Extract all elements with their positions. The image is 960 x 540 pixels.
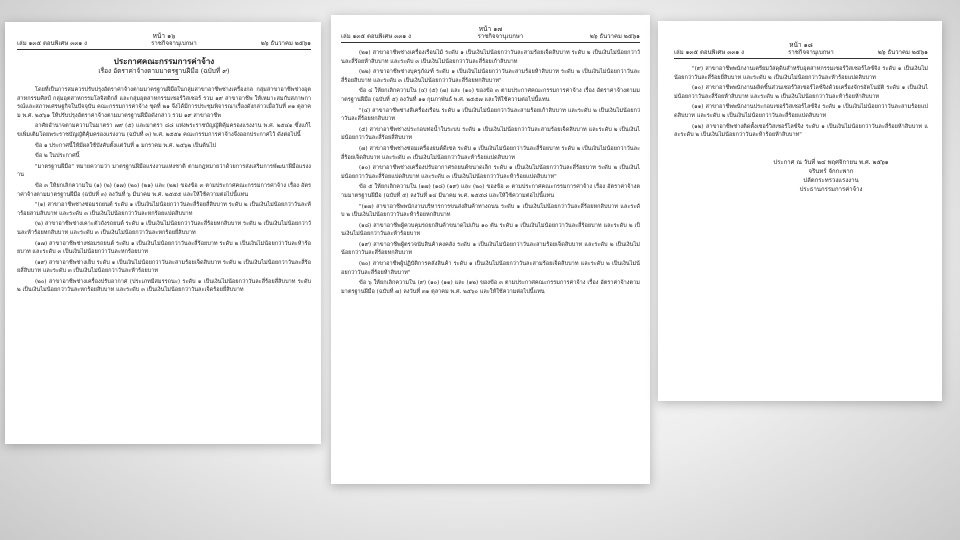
paragraph: (๑๑) สาขาอาชีพพนักงานประกอบเซอร์วิสเซอร์ไลซ์จิง ระดับ ๑ เป็นเงินไม่น้อยกว่าวันละสามร้อยแปดสิบบาท และระดับ ๒ เป็นเงินไม่น้อยกว่าวันละสี่ร้อยแปดสิบบาท	[674, 104, 928, 119]
page-number: หน้า ๑๖	[152, 32, 176, 40]
paragraph: ข้อ ๒ ในประกาศนี้	[35, 153, 80, 160]
paragraph: (๑๙) สาขาอาชีพผู้ตรวจนับสินค้าคงคลัง ระดับ ๑ เป็นเงินไม่น้อยกว่าวันละสามร้อยเจ็ดสิบบาท และระดับ ๒ เป็นเงินไม่น้อยกว่าวันละสี่ร้อยหกสิบบาท	[341, 241, 640, 257]
gazette-page-17	[331, 15, 650, 484]
paragraph: (๒๐) สาขาอาชีพผู้ปฏิบัติการคลังสินค้า ระดับ ๑ เป็นเงินไม่น้อยกว่าวันละสามร้อยเจ็ดสิบบาท และระดับ ๒ เป็นเงินไม่น้อยกว่าวันละสี่ร้อยห้าสิบบาท"	[341, 261, 640, 276]
paragraph: (๑๙) สาขาอาชีพช่างเย็บ ระดับ ๑ เป็นเงินไม่น้อยกว่าวันละสามร้อยเจ็ดสิบบาท ระดับ ๒ เป็นเงินไม่น้อยกว่าวันละสี่ร้อยสี่สิบบาท และระดับ ๓ เป็นเงินไม่น้อยกว่าวันละห้าร้อยบาท	[17, 259, 311, 275]
volume-label: เล่ม ๑๓๕ ตอนพิเศษ ๓๓๑ ง	[674, 49, 745, 56]
paragraph: อาศัยอำนาจตามความในมาตรา ๗๙ (๕) และมาตรา ๘๘ แห่งพระราชบัญญัติคุ้มครองแรงงาน พ.ศ. ๒๕๔๑ ซึ่งแก้ไขเพิ่มเติมโดยพระราชบัญญัติคุ้มครองแรงงาน (ฉบับที่ ๓) พ.ศ. ๒๕๕๑ คณะกรรมการค่าจ้างจึงออกประกาศไว้ ดังต่อไปนี้	[17, 123, 311, 138]
page-number: หน้า ๑๘	[789, 41, 813, 49]
paragraph: "(๔) สาขาอาชีพช่างสีเครื่องเรือน ระดับ ๑ เป็นเงินไม่น้อยกว่าวันละสามร้อยเก้าสิบบาท และระดับ ๒ เป็นเงินไม่น้อยกว่าวันละสี่ร้อยหกสิบบาท	[341, 107, 640, 123]
paragraph: (๒๒) สาขาอาชีพช่างบุครุภัณฑ์ ระดับ ๑ เป็นเงินไม่น้อยกว่าวันละสามร้อยห้าสิบบาท ระดับ ๒ เป็นเงินไม่น้อยกว่าวันละสี่ร้อยสิบบาท และระดับ ๓ เป็นเงินไม่น้อยกว่าวันละสี่ร้อยหกสิบบาท"	[341, 69, 640, 84]
page-header	[341, 33, 640, 43]
paragraph: ข้อ ๕ ให้ยกเลิกความใน (๑๗) (๑๘) (๑๙) และ (๒๐) ของข้อ ๓ ตามประกาศคณะกรรมการค่าจ้าง เรื่อง อัตราค่าจ้างตามมาตรฐานฝีมือ (ฉบับที่ ๕) ลงวันที่ ๑๔ มีนาคม พ.ศ. ๒๕๕๘ และให้ใช้ความต่อไปนี้แทน	[341, 184, 640, 199]
title-divider	[149, 79, 179, 80]
gazette-label: ราชกิจจานุเบกษา	[788, 49, 834, 56]
gazette-label: ราชกิจจานุเบกษา	[151, 40, 197, 47]
paragraph: (๑๐) สาขาอาชีพช่างเครื่องปรับอากาศรถยนต์ขนาดเล็ก ระดับ ๑ เป็นเงินไม่น้อยกว่าวันละสี่ร้อยบาท ระดับ ๒ เป็นเงินไม่น้อยกว่าวันละสี่ร้อยแปดสิบบาท และระดับ ๓ เป็นเงินไม่น้อยกว่าวันละห้าร้อยแปดสิบบาท"	[341, 165, 640, 180]
paragraph: "มาตรฐานฝีมือ" หมายความว่า มาตรฐานฝีมือแรงงานแห่งชาติ ตามกฎหมายว่าด้วยการส่งเสริมการพัฒนาฝีมือแรงงาน	[17, 163, 311, 179]
paragraph: "(๙) สาขาอาชีพพนักงานเตรียมวัสดุดิบสำหรับอุตสาหกรรมเซอร์วิสเซอร์ไลซ์จิง ระดับ ๑ เป็นเงินไม่น้อยกว่าวันละสี่ร้อยยี่สิบบาท และระดับ ๒ เป็นเงินไม่น้อยกว่าวันละห้าร้อยแปดสิบบาท	[674, 66, 928, 81]
volume-label: เล่ม ๑๓๕ ตอนพิเศษ ๓๓๑ ง	[17, 40, 88, 47]
date-label: ๒๖ ธันวาคม ๒๕๖๑	[877, 49, 928, 56]
paragraph: "(๑๗) สาขาอาชีพพนักงานบริหารการขนส่งสินค้าทางถนน ระดับ ๑ เป็นเงินไม่น้อยกว่าวันละสี่ร้อยหกสิบบาท และระดับ ๒ เป็นเงินไม่น้อยกว่าวันละห้าร้อยหกสิบบาท	[341, 203, 640, 219]
paragraph: ข้อ ๖ ให้ยกเลิกความใน (๙) (๑๐) (๑๑) และ (๑๒) ของข้อ ๓ ตามประกาศคณะกรรมการค่าจ้าง เรื่อง อัตราค่าจ้างตามมาตรฐานฝีมือ (ฉบับที่ ๗) ลงวันที่ ๓๑ ตุลาคม พ.ศ. ๒๕๖๐ และให้ใช้ความต่อไปนี้แทน	[341, 280, 640, 295]
gazette-label: ราชกิจจานุเบกษา	[477, 33, 524, 40]
page-header	[17, 40, 311, 50]
announcement-subtitle: เรื่อง อัตราค่าจ้างตามมาตรฐานฝีมือ (ฉบับที่ ๙)	[98, 67, 230, 75]
paragraph: ข้อ ๓ ให้ยกเลิกความใน (๑) (๒) (๑๗) (๒๐) (๒๑) และ (๒๒) ของข้อ ๓ ตามประกาศคณะกรรมการค่าจ้าง เรื่อง อัตราค่าจ้างตามมาตรฐานฝีมือ (ฉบับที่ ๓) ลงวันที่ ๖ มีนาคม พ.ศ. ๒๕๕๕ และให้ใช้ความต่อไปนี้แทน	[17, 182, 311, 198]
signature-date: ประกาศ ณ วันที่ ๒๔ พฤศจิกายน พ.ศ. ๒๕๖๑	[773, 158, 889, 166]
page-header	[674, 49, 928, 59]
page-number: หน้า ๑๗	[478, 25, 503, 33]
paragraph: (๗) สาขาอาชีพช่างซ่อมเครื่องยนต์ดีเซล ระดับ ๑ เป็นเงินไม่น้อยกว่าวันละสี่ร้อยบาท ระดับ ๒ เป็นเงินไม่น้อยกว่าวันละสี่ร้อยเจ็ดสิบบาท และระดับ ๓ เป็นเงินไม่น้อยกว่าวันละห้าร้อยแปดสิบบาท	[341, 145, 640, 161]
paragraph: ข้อ ๔ ให้ยกเลิกความใน (๔) (๕) (๗) และ (๑๐) ของข้อ ๓ ตามประกาศคณะกรรมการค่าจ้าง เรื่อง อัตราค่าจ้างตามมาตรฐานฝีมือ (ฉบับที่ ๕) ลงวันที่ ๑๑ กุมภาพันธ์ พ.ศ. ๒๕๕๗ และให้ใช้ความต่อไปนี้แทน	[341, 88, 640, 103]
date-label: ๒๖ ธันวาคม ๒๕๖๑	[589, 33, 640, 40]
paragraph: ข้อ ๑ ประกาศนี้ให้มีผลใช้บังคับตั้งแต่วันที่ ๑ มกราคม พ.ศ. ๒๕๖๒ เป็นต้นไป	[35, 142, 217, 149]
gazette-page-18	[658, 21, 942, 401]
announcement-title: ประกาศคณะกรรมการค่าจ้าง	[113, 56, 215, 66]
date-label: ๒๖ ธันวาคม ๒๕๖๑	[260, 40, 311, 47]
paragraph: (๑๐) สาขาอาชีพพนักงานผลิตชิ้นส่วนเซอร์วิสเซอร์ไลซ์จิงด้วยเครื่องจักรอัตโนมัติ ระดับ ๑ เป็นเงินไม่น้อยกว่าวันละสี่ร้อยห้าสิบบาท และระดับ ๒ เป็นเงินไม่น้อยกว่าวันละห้าร้อยห้าสิบบาท	[674, 85, 928, 100]
paragraph: (๒) สาขาอาชีพช่างเคาะตัวถังรถยนต์ ระดับ ๑ เป็นเงินไม่น้อยกว่าวันละสี่ร้อยหกสิบบาท ระดับ ๒ เป็นเงินไม่น้อยกว่าวันละห้าร้อยหกสิบบาท และระดับ ๓ เป็นเงินไม่น้อยกว่าวันละหกร้อยยี่สิบบาท	[17, 221, 311, 236]
spacer	[674, 142, 928, 158]
signatory-role: ประธานกรรมการค่าจ้าง	[799, 185, 863, 193]
paragraph: (๑๘) สาขาอาชีพผู้ควบคุมรถยกสินค้าขนาดไม่เกิน ๑๐ ตัน ระดับ ๑ เป็นเงินไม่น้อยกว่าวันละสี่ร้อยบาท และระดับ ๒ เป็นเงินไม่น้อยกว่าวันละห้าร้อยบาท	[341, 222, 640, 238]
paragraph: (๑๒) สาขาอาชีพช่างติดตั้งเซอร์วิสเซอร์ไลซ์จิง ระดับ ๑ เป็นเงินไม่น้อยกว่าวันละสี่ร้อยห้าสิบบาท และระดับ ๒ เป็นเงินไม่น้อยกว่าวันละห้าร้อยห้าสิบบาท"	[674, 123, 928, 139]
paragraph: (๒๐) สาขาอาชีพช่างเครื่องปรับอากาศ (ประเภทมีสมรรถนะ) ระดับ ๑ เป็นเงินไม่น้อยกว่าวันละสี่ร้อยสี่สิบบาท ระดับ ๒ เป็นเงินไม่น้อยกว่าวันละหกร้อยสิบบาท และระดับ ๓ เป็นเงินไม่น้อยกว่าวันละเจ็ดร้อยยี่สิบบาท	[17, 278, 311, 294]
paragraph: "(๑) สาขาอาชีพช่างซ่อมรถยนต์ ระดับ ๑ เป็นเงินไม่น้อยกว่าวันละสี่ร้อยสี่สิบบาท ระดับ ๒ เป็นเงินไม่น้อยกว่าวันละห้าร้อยสามสิบบาท และระดับ ๓ เป็นเงินไม่น้อยกว่าวันละหกร้อยแปดสิบบาท	[17, 202, 311, 217]
paragraph: (๒๑) สาขาอาชีพช่างเครื่องเรือนไม้ ระดับ ๑ เป็นเงินไม่น้อยกว่าวันละสามร้อยเจ็ดสิบบาท ระดับ ๒ เป็นเงินไม่น้อยกว่าวันละสี่ร้อยห้าสิบบาท และระดับ ๓ เป็นเงินไม่น้อยกว่าวันละสี่ร้อยเก้าสิบบาท	[341, 50, 640, 65]
volume-label: เล่ม ๑๓๕ ตอนพิเศษ ๓๓๑ ง	[341, 33, 412, 40]
paragraph: โดยที่เป็นการสมควรปรับปรุงอัตราค่าจ้างตามมาตรฐานฝีมือในกลุ่มสาขาอาชีพช่างเครื่องกล กลุ่มสาขาอาชีพช่างอุตสาหกรรมศิลป์ กลุ่มอุตสาหกรรมโลจิสติกส์ และกลุ่มอุตสาหกรรมเซอร์วิสเซอร์ รวม ๑๙ สาขาอาชีพ ให้เหมาะสมกับสภาพการณ์และสภาพเศรษฐกิจในปัจจุบัน คณะกรรมการค่าจ้าง ชุดที่ ๒๑ จึงได้มีการประชุมพิจารณาเรื่องดังกล่าวเมื่อวันที่ ๓๑ ตุลาคม พ.ศ. ๒๕๖๑ ให้ปรับปรุงอัตราค่าจ้างตามมาตรฐานฝีมือดังกล่าว รวม ๑๙ สาขาอาชีพ	[17, 87, 311, 119]
paragraph: (๑๗) สาขาอาชีพช่างซ่อมรถยนต์ ระดับ ๑ เป็นเงินไม่น้อยกว่าวันละสี่ร้อยบาท ระดับ ๒ เป็นเงินไม่น้อยกว่าวันละห้าร้อยบาท และระดับ ๓ เป็นเงินไม่น้อยกว่าวันละหกร้อยบาท	[17, 240, 311, 256]
paragraph: (๕) สาขาอาชีพช่างประกอบท่อน้ำในระบบ ระดับ ๑ เป็นเงินไม่น้อยกว่าวันละสามร้อยเจ็ดสิบบาท และระดับ ๒ เป็นเงินไม่น้อยกว่าวันละสี่ร้อยสี่สิบบาท	[341, 126, 640, 142]
gazette-page-16	[5, 22, 321, 444]
signatory-name: จรินทร์ จักกะพาก	[808, 167, 854, 175]
signatory-position: ปลัดกระทรวงแรงงาน	[803, 176, 859, 184]
